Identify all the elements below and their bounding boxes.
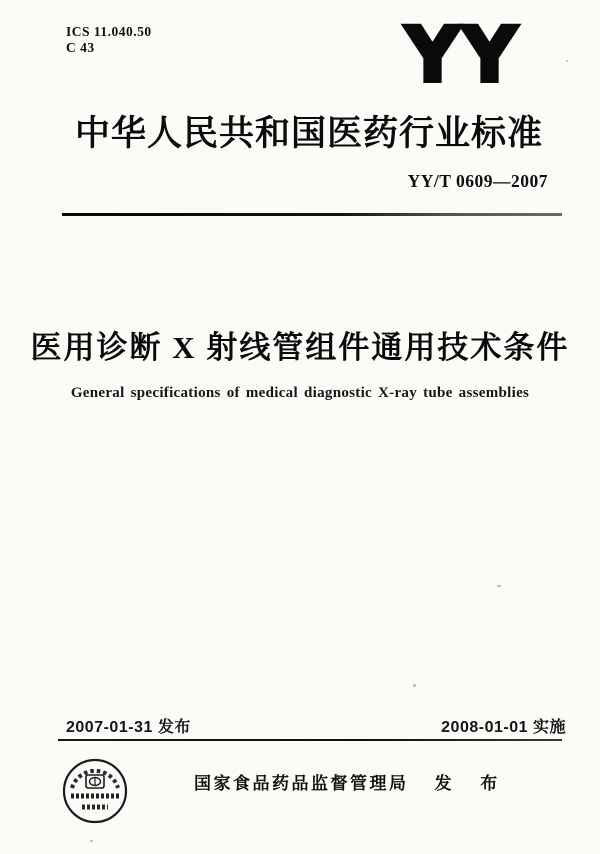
footer-divider xyxy=(58,739,562,741)
implement-date: 2008-01-01 xyxy=(441,719,528,736)
publish-action-label: 发 布 xyxy=(434,774,510,793)
scan-speck xyxy=(566,60,568,62)
publisher-name: 国家食品药品监督管理局 xyxy=(194,774,409,793)
dates-row xyxy=(66,714,566,737)
stamp-svg xyxy=(60,758,130,826)
publisher-line xyxy=(194,769,509,794)
issue-date-item xyxy=(66,714,191,737)
yy-standard-logo: YY xyxy=(405,10,520,99)
implement-date-label: 实施 xyxy=(532,719,566,736)
scan-speck xyxy=(90,840,93,842)
implement-date-item xyxy=(441,714,566,737)
security-stamp-icon xyxy=(60,758,130,826)
page-title: 中华人民共和国医药行业标准 xyxy=(74,114,543,153)
standard-number: YY/T 0609—2007 xyxy=(407,171,548,191)
document-title-english: General specifications of medical diagnostic X-ray tube assemblies xyxy=(70,385,530,401)
issue-date-label: 发布 xyxy=(157,719,191,736)
ics-code: ICS 11.040.50 xyxy=(66,24,152,39)
document-title-chinese: 医用诊断 X 射线管组件通用技术条件 xyxy=(30,330,570,365)
scan-speck xyxy=(413,684,416,687)
ics-block xyxy=(66,24,152,56)
issue-date: 2007-01-31 xyxy=(66,719,153,736)
header-divider xyxy=(62,213,562,216)
ics-class-code: C 43 xyxy=(66,40,95,55)
scan-speck xyxy=(497,585,501,587)
